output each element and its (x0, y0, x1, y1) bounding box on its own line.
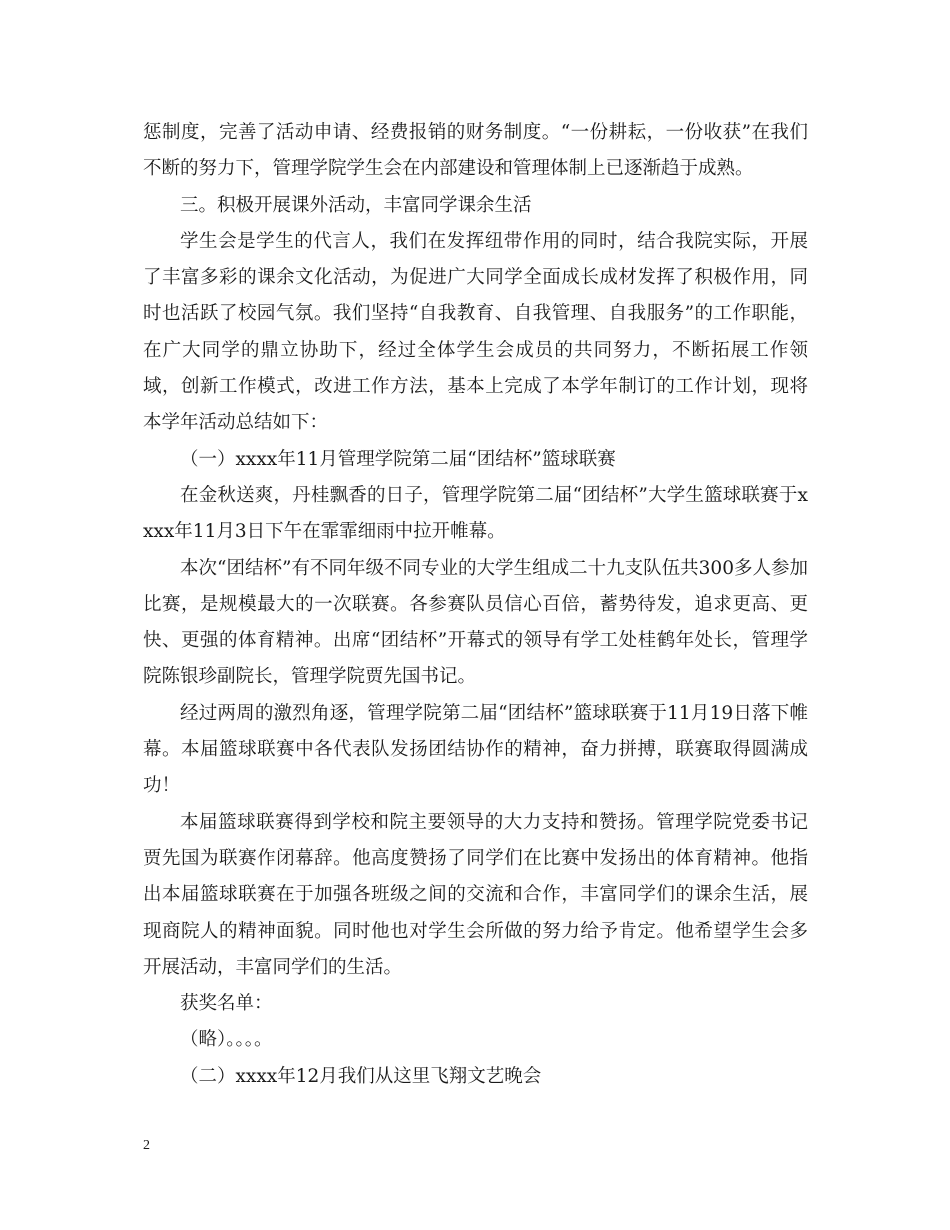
paragraph-league-support: 本届篮球联赛得到学校和院主要领导的大力支持和赞扬。管理学院党委书记贾先国为联赛作闭幕辞。他高度赞扬了同学们在比赛中发扬出的体育精神。他指出本届篮球联赛在于加强各班级之间的交流和合作，丰富同学们的课余生活，展现商院人的精神面貌。同时他也对学生会所做的努力给予肯定。他希望学生会多开展活动，丰富同学们的生活。 (143, 811, 808, 978)
page-number: 2 (143, 1138, 150, 1153)
document-body (143, 115, 808, 1095)
subheading-gala: （二）xxxx年12月我们从这里飞翔文艺晚会 (180, 1065, 542, 1087)
paragraph-student-union: 学生会是学生的代言人，我们在发挥纽带作用的同时，结合我院实际，开展了丰富多彩的课余文化活动，为促进广大同学全面成长成材发挥了积极作用，同时也活跃了校园气氛。我们坚持“自我教育、自我管理、自我服务”的工作职能，在广大同学的鼎立协助下，经过全体学生会成员的共同努力，不断拓展工作领域，创新工作模式，改进工作方法，基本上完成了本学年制订的工作计划，现将本学年活动总结如下： (143, 230, 808, 434)
paragraph-league-closing: 经过两周的激烈角逐，管理学院第二届“团结杯”篮球联赛于11月19日落下帷幕。本届篮球联赛中各代表队发扬团结协作的精神，奋力拼搏，联赛取得圆满成功！ (143, 702, 808, 797)
subheading-basketball-league: （一）xxxx年11月管理学院第二届“团结杯”篮球联赛 (180, 448, 616, 470)
paragraph-1: 惩制度，完善了活动申请、经费报销的财务制度。“一份耕耘，一份收获”在我们不断的努力下，管理学院学生会在内部建设和管理体制上已逐渐趋于成熟。 (143, 122, 808, 180)
paragraph-league-opening: 在金秋送爽，丹桂飘香的日子，管理学院第二届“团结杯”大学生篮球联赛于xxxx年11月3日下午在霏霏细雨中拉开帷幕。 (143, 484, 808, 543)
paragraph-league-participants: 本次“团结杯”有不同年级不同专业的大学生组成二十九支队伍共300多人参加比赛，是规模最大的一次联赛。各参赛队员信心百倍，蓄势待发，追求更高、更快、更强的体育精神。出席“团结杯”开幕式的领导有学工处桂鹤年处长，管理学院陈银珍副院长，管理学院贾先国书记。 (143, 557, 808, 688)
awards-omitted: （略）。。。。 (180, 1029, 273, 1051)
section-heading-activities: 三。积极开展课外活动，丰富同学课余生活 (180, 194, 532, 216)
awards-label: 获奖名单： (180, 993, 273, 1015)
